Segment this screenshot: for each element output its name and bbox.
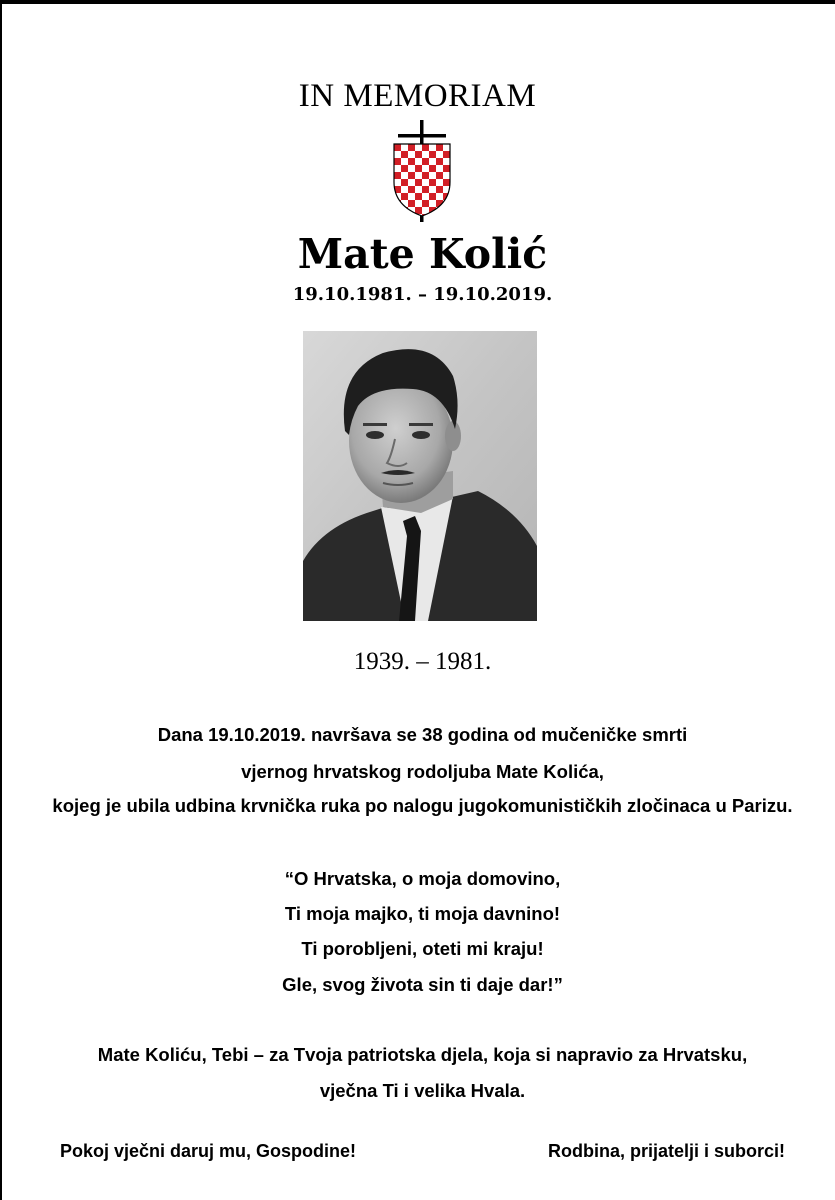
memorial-heading: IN MEMORIAM — [298, 78, 537, 114]
signature-text: Rodbina, prijatelji i suborci! — [547, 1141, 785, 1161]
anniversary-dates: 19.10.1981. – 19.10.2019. — [292, 284, 553, 305]
thanks-line-2: vječna Ti i velika Hvala. — [319, 1080, 526, 1101]
prayer-text: Pokoj vječni daruj mu, Gospodine! — [60, 1141, 357, 1161]
deceased-name: Mate Kolić — [297, 230, 548, 278]
poem-line-1: “O Hrvatska, o moja domovino, — [284, 868, 561, 889]
page-border-top — [0, 0, 835, 4]
thanks-line-1: Mate Koliću, Tebi – za Tvoja patriotska djela, koja si napravio za Hrvatsku, — [97, 1044, 748, 1065]
announcement-line-2: vjernog hrvatskog rodoljuba Mate Kolića, — [241, 761, 604, 782]
portrait-photo — [303, 331, 537, 621]
announcement-line-3: kojeg je ubila udbina krvnička ruka po nalogu jugokomunističkih zločinaca u Parizu. — [52, 795, 793, 816]
poem-line-2: Ti moja majko, ti moja davnino! — [284, 903, 561, 924]
life-years: 1939. – 1981. — [353, 648, 492, 675]
coat-of-arms-icon — [390, 120, 454, 222]
page-border-left — [0, 0, 2, 1200]
poem-line-4: Gle, svog života sin ti daje dar!” — [282, 974, 563, 995]
poem-line-3: Ti porobljeni, oteti mi kraju! — [301, 938, 544, 959]
announcement-line-1: Dana 19.10.2019. navršava se 38 godina od mučeničke smrti — [157, 724, 688, 745]
